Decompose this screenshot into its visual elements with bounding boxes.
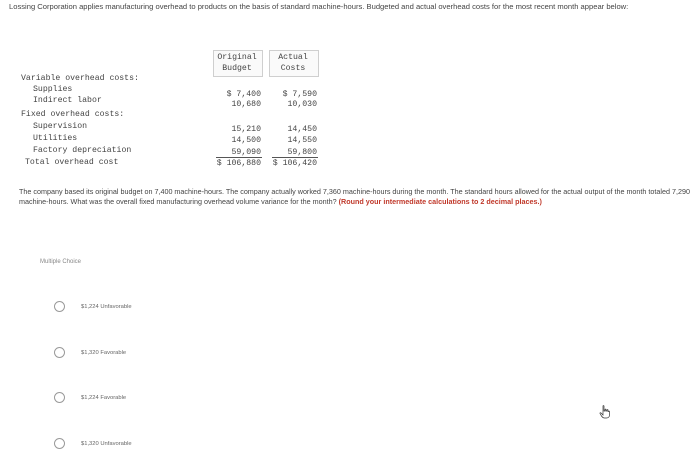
header-original-budget: Original Budget — [217, 53, 257, 73]
actual-cell: 10,030 — [287, 100, 317, 109]
actual-cell: $ 7,590 — [282, 90, 317, 99]
budget-cell: 14,500 — [231, 136, 261, 145]
row-label: Indirect labor — [33, 96, 102, 105]
header-actual-costs: Actual Costs — [278, 53, 308, 73]
answer-option[interactable] — [54, 347, 126, 358]
option-label: $1,320 Favorable — [81, 349, 127, 356]
question-body: The company based its original budget on 7,400 machine-hours. The company actually worked 7,360 machine-hours during the month. The standard hours allowed for the actual output of the month totaled 7,290 machine-hours. What was the overall fixed manufacturing overhead volume variance for the month? — [19, 187, 690, 206]
overhead-table — [0, 0, 700, 180]
actual-cell: 59,800 — [287, 148, 317, 157]
actual-cell: $ 106,420 — [272, 159, 317, 168]
budget-cell: 15,210 — [231, 125, 261, 134]
answer-option[interactable] — [54, 301, 132, 312]
actual-cell: 14,550 — [287, 136, 317, 145]
radio-button[interactable] — [54, 301, 65, 312]
option-label: $1,224 Favorable — [81, 394, 127, 401]
row-label: Utilities — [33, 134, 78, 143]
budget-cell: 10,680 — [231, 100, 261, 109]
row-label: Fixed overhead costs: — [21, 110, 125, 119]
option-label: $1,224 Unfavorable — [81, 303, 132, 310]
answer-option[interactable] — [54, 438, 132, 449]
row-label: Supplies — [33, 85, 73, 94]
row-label: Supervision — [33, 122, 88, 131]
budget-cell: $ 106,880 — [216, 159, 261, 168]
row-label: Variable overhead costs: — [21, 74, 139, 83]
budget-cell: 59,090 — [231, 148, 261, 157]
radio-button[interactable] — [54, 438, 65, 449]
row-label: Factory depreciation — [33, 146, 132, 155]
radio-button[interactable] — [54, 392, 65, 403]
question-text — [19, 187, 691, 206]
option-label: $1,320 Unfavorable — [81, 440, 132, 447]
hand-cursor-icon — [599, 405, 611, 419]
row-label: Total overhead cost — [25, 158, 119, 167]
actual-cell: 14,450 — [287, 125, 317, 134]
radio-button[interactable] — [54, 347, 65, 358]
budget-cell: $ 7,400 — [226, 90, 261, 99]
multiple-choice-label: Multiple Choice — [40, 259, 82, 265]
problem-intro: Lossing Corporation applies manufacturing overhead to products on the basis of standard machine-hours. Budgeted and actual overhead costs for the most recent month appear below: — [9, 2, 629, 11]
total-underline-budget — [216, 157, 262, 158]
rounding-instruction: (Round your intermediate calculations to 2 decimal places.) — [338, 196, 542, 206]
total-underline-actual — [272, 157, 318, 158]
answer-option[interactable] — [54, 392, 126, 403]
